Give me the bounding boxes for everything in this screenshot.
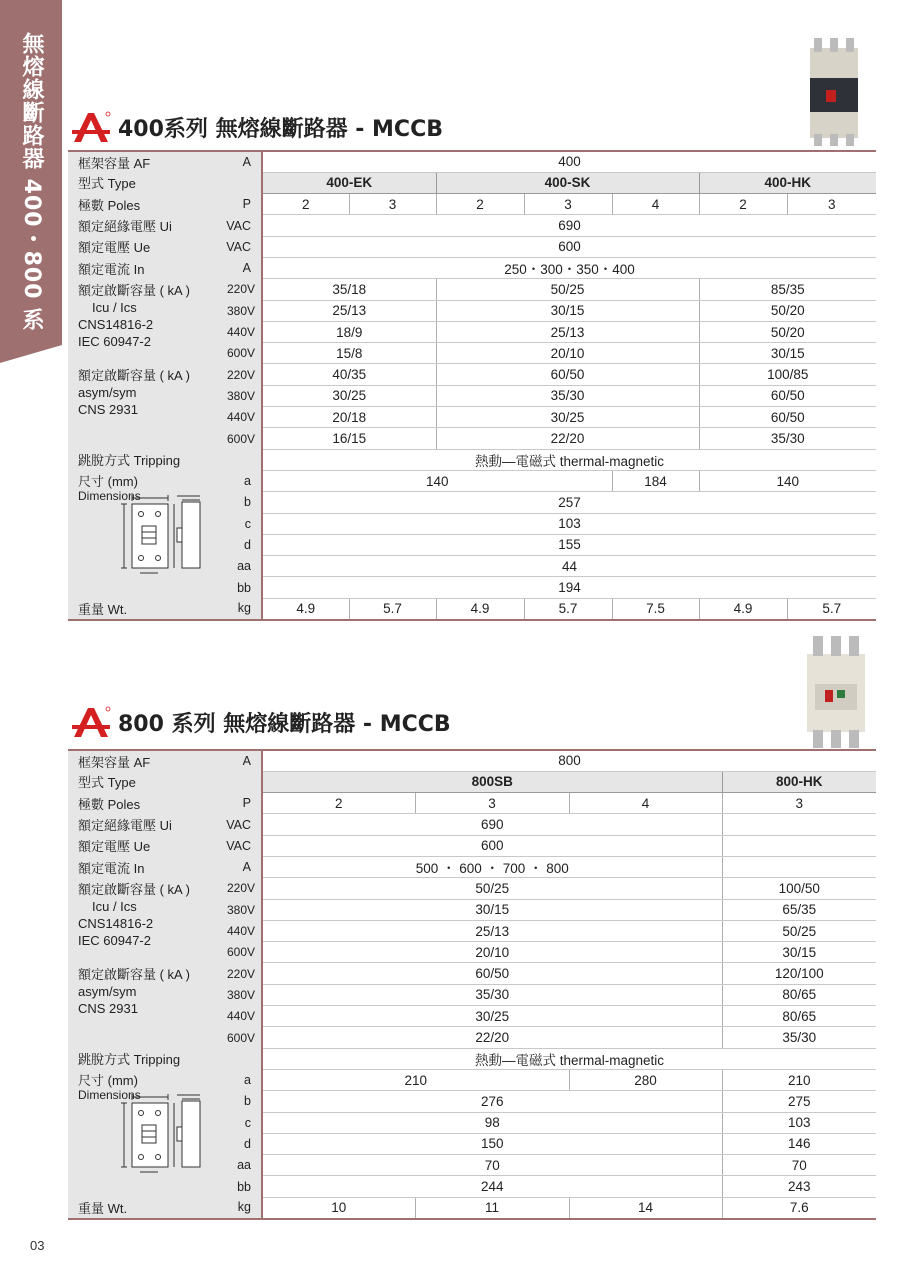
in-value: 500 ・ 600 ・ 700 ・ 800 — [262, 856, 722, 877]
dim-bb-hk-value: 243 — [722, 1176, 876, 1197]
af-value: 800 — [262, 750, 876, 771]
dim-key: bb — [208, 1176, 262, 1197]
icu-sub: IEC 60947-2 — [78, 932, 151, 948]
type-label: 型式 Type — [68, 771, 208, 792]
dim-a-sb-value: 280 — [569, 1069, 722, 1090]
ue-unit: VAC — [208, 835, 262, 856]
dim-key: c — [208, 1112, 262, 1133]
icu-sb-value: 50/25 — [262, 878, 722, 899]
section-title: 800 系列 無熔線斷路器 - MCCB — [118, 711, 451, 737]
in-unit: A — [208, 257, 262, 278]
asym-sub: asym/sym — [78, 384, 137, 400]
icu-sub: Icu / Ics — [92, 898, 137, 914]
ui-unit: VAC — [208, 814, 262, 835]
asym-hk-value: 120/100 — [722, 963, 876, 984]
volt-label: 440V — [208, 321, 262, 342]
volt-label: 220V — [208, 279, 262, 300]
af-label: 框架容量 AF — [68, 750, 208, 771]
volt-label: 600V — [208, 428, 262, 449]
ue-label: 額定電壓 Ue — [68, 835, 208, 856]
dim-key: a — [208, 1069, 262, 1090]
poles-value: 3 — [787, 194, 876, 215]
dim-a-value: 140 — [699, 470, 876, 491]
volt-label: 380V — [208, 385, 262, 406]
asym-label: 額定啟斷容量 ( kA ) — [78, 966, 190, 982]
icu-ek-value: 18/9 — [262, 321, 436, 342]
asym-sub: CNS 2931 — [78, 1000, 138, 1016]
ue-unit: VAC — [208, 236, 262, 257]
icu-sub: Icu / Ics — [92, 299, 137, 315]
trip-value: 熱動—電磁式 thermal-magnetic — [262, 449, 876, 470]
asym-ek-value: 16/15 — [262, 428, 436, 449]
wt-unit: kg — [208, 1197, 262, 1218]
volt-label: 600V — [208, 942, 262, 963]
dim-a-sb-value: 210 — [262, 1069, 569, 1090]
icu-sk-value: 20/10 — [436, 343, 699, 364]
icu-hk-value: 85/35 — [699, 279, 876, 300]
asym-sb-value: 35/30 — [262, 984, 722, 1005]
dim-key: d — [208, 534, 262, 555]
icu-hk-value: 30/15 — [722, 942, 876, 963]
af-value: 400 — [262, 151, 876, 172]
icu-hk-value: 50/20 — [699, 321, 876, 342]
icu-sb-value: 20/10 — [262, 942, 722, 963]
asym-hk-value: 35/30 — [699, 428, 876, 449]
icu-sk-value: 25/13 — [436, 321, 699, 342]
icu-label: 額定啟斷容量 ( kA ) — [78, 881, 190, 897]
wt-value: 14 — [569, 1197, 722, 1218]
poles-value: 3 — [415, 793, 569, 814]
volt-label: 220V — [208, 364, 262, 385]
type-label: 型式 Type — [68, 172, 208, 193]
asym-sk-value: 22/20 — [436, 428, 699, 449]
trip-label: 跳脫方式 Tripping — [68, 1048, 208, 1069]
dim-aa-value: 44 — [262, 556, 876, 577]
dim-sub: Dimensions — [78, 489, 141, 504]
icu-sub: IEC 60947-2 — [78, 333, 151, 349]
wt-value: 5.7 — [349, 598, 436, 619]
dim-key: b — [208, 1091, 262, 1112]
wt-value: 5.7 — [787, 598, 876, 619]
brand-logo-icon — [70, 110, 112, 144]
ue-value: 600 — [262, 835, 722, 856]
poles-value: 4 — [569, 793, 722, 814]
icu-sub: CNS14816-2 — [78, 316, 154, 332]
asym-sk-value: 35/30 — [436, 385, 699, 406]
dim-c-hk-value: 103 — [722, 1112, 876, 1133]
volt-label: 380V — [208, 984, 262, 1005]
wt-value: 7.5 — [612, 598, 699, 619]
model-400-ek: 400-EK — [262, 172, 436, 193]
dim-key: aa — [208, 1155, 262, 1176]
dim-key: a — [208, 470, 262, 491]
dim-bb-sb-value: 244 — [262, 1176, 722, 1197]
dim-key: aa — [208, 556, 262, 577]
wt-value: 10 — [262, 1197, 415, 1218]
poles-value: 4 — [612, 194, 699, 215]
poles-label: 極數 Poles — [68, 793, 208, 814]
dim-bb-value: 194 — [262, 577, 876, 598]
icu-ek-value: 25/13 — [262, 300, 436, 321]
dim-a-value: 184 — [612, 470, 699, 491]
product-image-800 — [803, 636, 869, 752]
asym-sb-value: 60/50 — [262, 963, 722, 984]
asym-ek-value: 40/35 — [262, 364, 436, 385]
dim-d-hk-value: 146 — [722, 1133, 876, 1154]
wt-value: 4.9 — [699, 598, 787, 619]
dim-c-sb-value: 98 — [262, 1112, 722, 1133]
section-800-header — [70, 705, 451, 739]
product-image-400 — [806, 38, 862, 150]
asym-sub: CNS 2931 — [78, 401, 138, 417]
dim-key: c — [208, 513, 262, 534]
asym-label-block — [68, 364, 208, 449]
asym-hk-value: 80/65 — [722, 1006, 876, 1027]
ui-unit: VAC — [208, 215, 262, 236]
volt-label: 380V — [208, 300, 262, 321]
asym-ek-value: 20/18 — [262, 407, 436, 428]
dim-sub: Dimensions — [78, 1088, 141, 1103]
wt-value: 5.7 — [524, 598, 612, 619]
ui-value: 690 — [262, 814, 722, 835]
dim-label: 尺寸 (mm) — [78, 474, 138, 490]
wt-unit: kg — [208, 598, 262, 619]
section-400-header — [70, 110, 443, 144]
wt-value: 11 — [415, 1197, 569, 1218]
model-800-hk: 800-HK — [722, 771, 876, 792]
dim-b-sb-value: 276 — [262, 1091, 722, 1112]
dim-c-value: 103 — [262, 513, 876, 534]
asym-hk-value: 100/85 — [699, 364, 876, 385]
brand-logo-icon — [70, 705, 112, 739]
asym-ek-value: 30/25 — [262, 385, 436, 406]
dim-label: 尺寸 (mm) — [78, 1073, 138, 1089]
spec-table-400 — [68, 150, 876, 621]
icu-hk-value: 50/20 — [699, 300, 876, 321]
ui-label: 額定絕緣電壓 Ui — [68, 814, 208, 835]
dimension-diagram-icon — [78, 494, 208, 576]
ui-label: 額定絕緣電壓 Ui — [68, 215, 208, 236]
asym-sb-value: 22/20 — [262, 1027, 722, 1048]
icu-hk-value: 30/15 — [699, 343, 876, 364]
poles-value: 3 — [722, 793, 876, 814]
icu-hk-value: 100/50 — [722, 878, 876, 899]
asym-sb-value: 30/25 — [262, 1006, 722, 1027]
poles-unit: P — [208, 793, 262, 814]
in-value: 250・300・350・400 — [262, 257, 876, 278]
side-tab-label: 無熔線斷路器 400・800 系 — [19, 32, 44, 332]
icu-sb-value: 30/15 — [262, 899, 722, 920]
icu-ek-value: 15/8 — [262, 343, 436, 364]
icu-ek-value: 35/18 — [262, 279, 436, 300]
dimension-diagram-icon — [78, 1093, 208, 1175]
dim-a-value: 140 — [262, 470, 612, 491]
model-400-sk: 400-SK — [436, 172, 699, 193]
poles-value: 2 — [262, 793, 415, 814]
dim-b-value: 257 — [262, 492, 876, 513]
model-400-hk: 400-HK — [699, 172, 876, 193]
poles-value: 2 — [699, 194, 787, 215]
volt-label: 380V — [208, 899, 262, 920]
asym-hk-value: 80/65 — [722, 984, 876, 1005]
poles-value: 3 — [349, 194, 436, 215]
volt-label: 440V — [208, 1006, 262, 1027]
wt-label: 重量 Wt. — [68, 1197, 208, 1218]
asym-sub: asym/sym — [78, 983, 137, 999]
asym-sk-value: 30/25 — [436, 407, 699, 428]
wt-value: 4.9 — [262, 598, 349, 619]
spec-table-800 — [68, 749, 876, 1220]
af-unit: A — [208, 151, 262, 172]
icu-sub: CNS14816-2 — [78, 915, 154, 931]
wt-label: 重量 Wt. — [68, 598, 208, 619]
af-label: 框架容量 AF — [68, 151, 208, 172]
side-tab — [0, 0, 62, 345]
icu-label: 額定啟斷容量 ( kA ) — [78, 282, 190, 298]
ue-value: 600 — [262, 236, 876, 257]
icu-hk-value: 50/25 — [722, 920, 876, 941]
asym-hk-value: 35/30 — [722, 1027, 876, 1048]
model-800sb: 800SB — [262, 771, 722, 792]
ue-label: 額定電壓 Ue — [68, 236, 208, 257]
dim-d-value: 155 — [262, 534, 876, 555]
wt-value: 7.6 — [722, 1197, 876, 1218]
in-label: 額定電流 In — [68, 257, 208, 278]
volt-label: 440V — [208, 920, 262, 941]
icu-sb-value: 25/13 — [262, 920, 722, 941]
asym-label: 額定啟斷容量 ( kA ) — [78, 367, 190, 383]
dim-key: d — [208, 1133, 262, 1154]
dim-label-block — [68, 470, 208, 598]
dim-b-hk-value: 275 — [722, 1091, 876, 1112]
icu-sk-value: 50/25 — [436, 279, 699, 300]
trip-label: 跳脫方式 Tripping — [68, 449, 208, 470]
trip-value: 熱動—電磁式 thermal-magnetic — [262, 1048, 876, 1069]
dim-key: b — [208, 492, 262, 513]
volt-label: 220V — [208, 878, 262, 899]
dim-d-sb-value: 150 — [262, 1133, 722, 1154]
poles-label: 極數 Poles — [68, 194, 208, 215]
poles-value: 3 — [524, 194, 612, 215]
in-label: 額定電流 In — [68, 856, 208, 877]
icu-sk-value: 30/15 — [436, 300, 699, 321]
volt-label: 600V — [208, 343, 262, 364]
dim-label-block — [68, 1069, 208, 1197]
poles-value: 2 — [262, 194, 349, 215]
dim-a-hk-value: 210 — [722, 1069, 876, 1090]
dim-key: bb — [208, 577, 262, 598]
icu-label-block — [68, 878, 208, 963]
page-number: 03 — [30, 1238, 45, 1253]
asym-sk-value: 60/50 — [436, 364, 699, 385]
volt-label: 600V — [208, 1027, 262, 1048]
wt-value: 4.9 — [436, 598, 524, 619]
volt-label: 220V — [208, 963, 262, 984]
asym-hk-value: 60/50 — [699, 407, 876, 428]
ui-value: 690 — [262, 215, 876, 236]
section-title: 400系列 無熔線斷路器 - MCCB — [118, 116, 443, 142]
asym-label-block — [68, 963, 208, 1048]
asym-hk-value: 60/50 — [699, 385, 876, 406]
dim-aa-sb-value: 70 — [262, 1155, 722, 1176]
poles-unit: P — [208, 194, 262, 215]
poles-value: 2 — [436, 194, 524, 215]
icu-hk-value: 65/35 — [722, 899, 876, 920]
volt-label: 440V — [208, 407, 262, 428]
dim-aa-hk-value: 70 — [722, 1155, 876, 1176]
af-unit: A — [208, 750, 262, 771]
in-unit: A — [208, 856, 262, 877]
icu-label-block — [68, 279, 208, 364]
